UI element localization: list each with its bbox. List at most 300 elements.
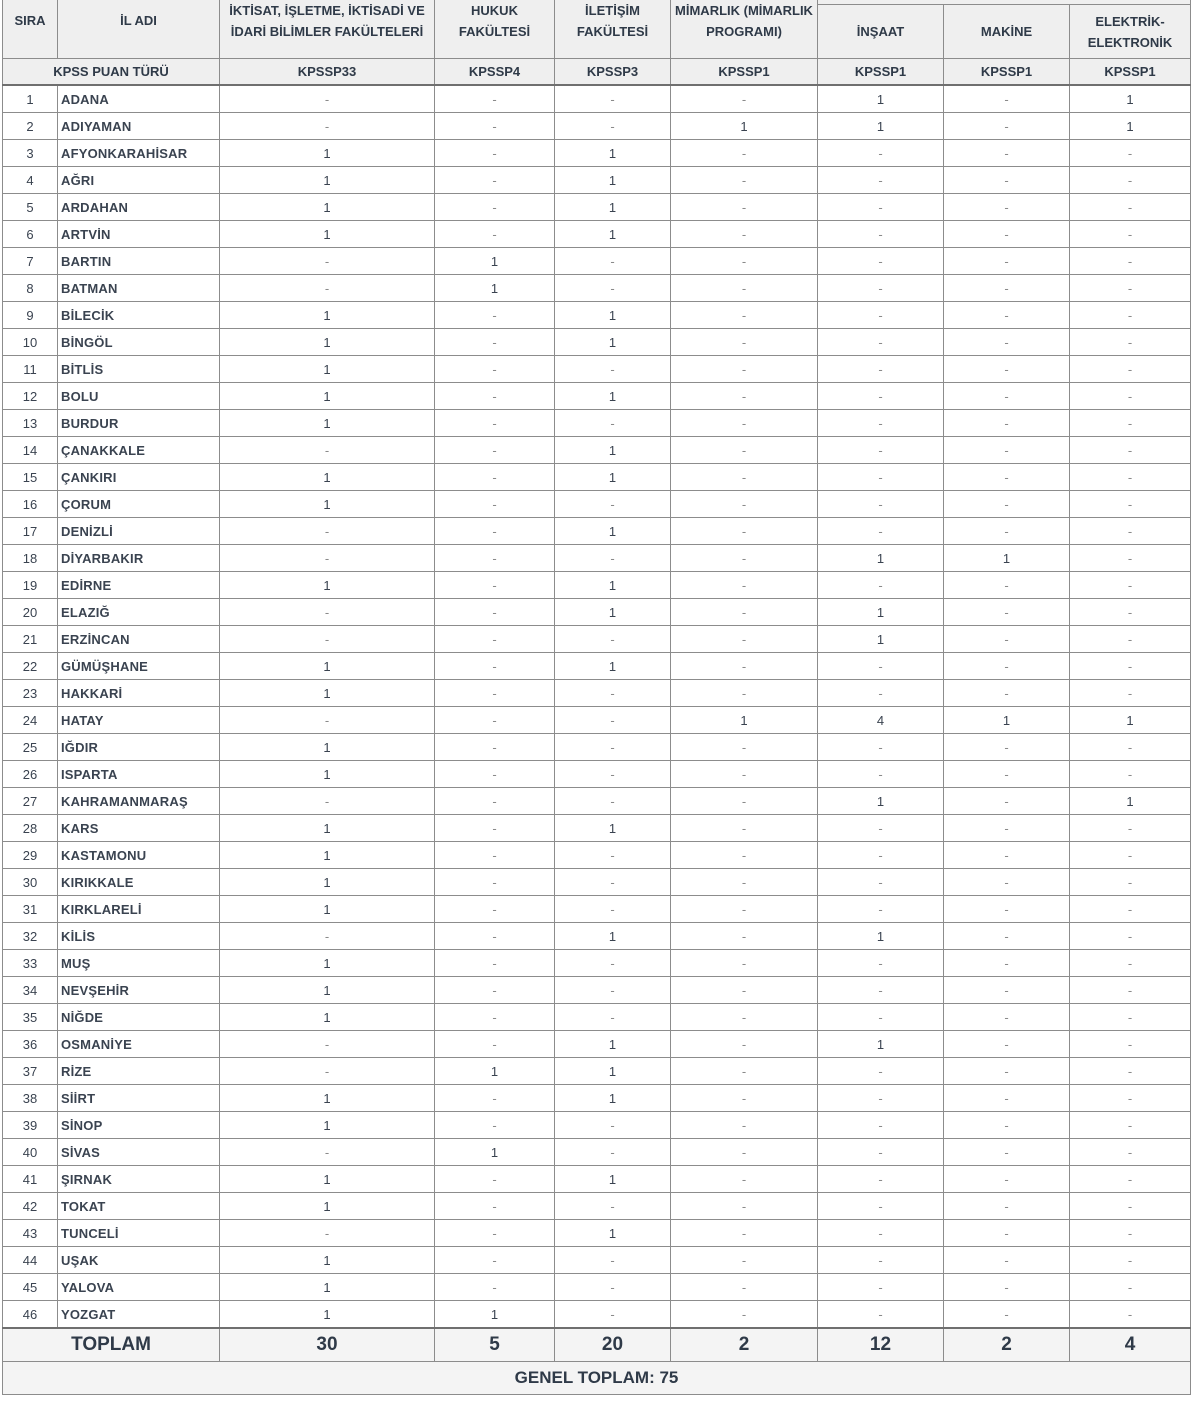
cell-hukuk: -: [435, 1166, 555, 1193]
cell-hukuk: -: [435, 194, 555, 221]
cell-iktisat: 1: [220, 329, 435, 356]
puan-turu-makine: KPSSP1: [944, 59, 1070, 86]
cell-sira: 4: [3, 167, 58, 194]
cell-il-adi: ÇANAKKALE: [58, 437, 220, 464]
cell-hukuk: -: [435, 653, 555, 680]
cell-sira: 16: [3, 491, 58, 518]
cell-il-adi: DİYARBAKIR: [58, 545, 220, 572]
header-hukuk: HUKUK FAKÜLTESİ: [435, 0, 555, 59]
cell-elektrik: 1: [1070, 788, 1191, 815]
cell-hukuk: -: [435, 896, 555, 923]
cell-elektrik: -: [1070, 1301, 1191, 1329]
cell-il-adi: BOLU: [58, 383, 220, 410]
cell-sira: 24: [3, 707, 58, 734]
cell-sira: 45: [3, 1274, 58, 1301]
cell-hukuk: 1: [435, 1139, 555, 1166]
cell-elektrik: -: [1070, 302, 1191, 329]
table-row: [3, 1301, 1191, 1329]
puan-turu-hukuk: KPSSP4: [435, 59, 555, 86]
total-mimarlik: 2: [671, 1328, 818, 1362]
cell-mimarlik: -: [671, 518, 818, 545]
cell-sira: 39: [3, 1112, 58, 1139]
table-header: [3, 0, 1191, 85]
cell-makine: -: [944, 680, 1070, 707]
puan-turu-row: [3, 59, 1191, 86]
cell-sira: 37: [3, 1058, 58, 1085]
cell-sira: 34: [3, 977, 58, 1004]
cell-insaat: -: [818, 194, 944, 221]
cell-elektrik: -: [1070, 437, 1191, 464]
table-row: [3, 140, 1191, 167]
cell-mimarlik: -: [671, 167, 818, 194]
table-body: [3, 85, 1191, 1328]
cell-insaat: 4: [818, 707, 944, 734]
puan-turu-label: KPSS PUAN TÜRÜ: [3, 59, 220, 86]
total-makine: 2: [944, 1328, 1070, 1362]
table-row: [3, 248, 1191, 275]
cell-makine: -: [944, 815, 1070, 842]
cell-elektrik: -: [1070, 248, 1191, 275]
cell-mimarlik: -: [671, 1058, 818, 1085]
cell-iktisat: 1: [220, 680, 435, 707]
cell-iletisim: -: [555, 896, 671, 923]
cell-sira: 27: [3, 788, 58, 815]
cell-iktisat: 1: [220, 977, 435, 1004]
cell-insaat: 1: [818, 788, 944, 815]
cell-makine: -: [944, 140, 1070, 167]
cell-il-adi: ISPARTA: [58, 761, 220, 788]
cell-elektrik: -: [1070, 1220, 1191, 1247]
cell-insaat: -: [818, 1085, 944, 1112]
cell-iletisim: -: [555, 842, 671, 869]
table-row: [3, 275, 1191, 302]
cell-hukuk: -: [435, 1031, 555, 1058]
cell-elektrik: 1: [1070, 85, 1191, 113]
cell-makine: -: [944, 1274, 1070, 1301]
cell-sira: 36: [3, 1031, 58, 1058]
cell-makine: -: [944, 653, 1070, 680]
cell-elektrik: -: [1070, 599, 1191, 626]
cell-insaat: -: [818, 572, 944, 599]
cell-hukuk: -: [435, 923, 555, 950]
cell-iktisat: 1: [220, 302, 435, 329]
cell-il-adi: ADIYAMAN: [58, 113, 220, 140]
cell-iktisat: -: [220, 1139, 435, 1166]
cell-il-adi: UŞAK: [58, 1247, 220, 1274]
cell-makine: -: [944, 734, 1070, 761]
cell-il-adi: KIRIKKALE: [58, 869, 220, 896]
cell-insaat: -: [818, 491, 944, 518]
cell-iletisim: -: [555, 1004, 671, 1031]
cell-hukuk: -: [435, 788, 555, 815]
cell-iktisat: 1: [220, 464, 435, 491]
cell-il-adi: ÇORUM: [58, 491, 220, 518]
cell-hukuk: -: [435, 302, 555, 329]
table-row: [3, 572, 1191, 599]
cell-iletisim: 1: [555, 464, 671, 491]
kadro-dagilim-table: [2, 0, 1191, 1395]
cell-insaat: -: [818, 1274, 944, 1301]
cell-insaat: -: [818, 977, 944, 1004]
cell-elektrik: -: [1070, 1112, 1191, 1139]
cell-sira: 20: [3, 599, 58, 626]
cell-sira: 38: [3, 1085, 58, 1112]
cell-elektrik: -: [1070, 1058, 1191, 1085]
cell-makine: -: [944, 194, 1070, 221]
cell-elektrik: -: [1070, 545, 1191, 572]
cell-iktisat: 1: [220, 221, 435, 248]
cell-hukuk: -: [435, 437, 555, 464]
cell-makine: -: [944, 329, 1070, 356]
table-row: [3, 1139, 1191, 1166]
cell-insaat: -: [818, 815, 944, 842]
cell-insaat: -: [818, 221, 944, 248]
puan-turu-mimarlik: KPSSP1: [671, 59, 818, 86]
cell-mimarlik: -: [671, 1220, 818, 1247]
cell-elektrik: -: [1070, 734, 1191, 761]
cell-mimarlik: -: [671, 977, 818, 1004]
cell-mimarlik: -: [671, 1247, 818, 1274]
cell-makine: -: [944, 1085, 1070, 1112]
cell-sira: 10: [3, 329, 58, 356]
cell-iktisat: 1: [220, 356, 435, 383]
cell-insaat: -: [818, 1247, 944, 1274]
cell-il-adi: ÇANKIRI: [58, 464, 220, 491]
cell-hukuk: -: [435, 815, 555, 842]
cell-sira: 14: [3, 437, 58, 464]
cell-hukuk: -: [435, 1220, 555, 1247]
cell-il-adi: BATMAN: [58, 275, 220, 302]
header-iletisim: İLETİŞİM FAKÜLTESİ: [555, 0, 671, 59]
cell-insaat: -: [818, 356, 944, 383]
cell-hukuk: -: [435, 1274, 555, 1301]
cell-iktisat: 1: [220, 1112, 435, 1139]
cell-insaat: -: [818, 950, 944, 977]
cell-sira: 35: [3, 1004, 58, 1031]
table-row: [3, 923, 1191, 950]
cell-insaat: -: [818, 275, 944, 302]
header-sira: SIRA: [3, 0, 58, 59]
cell-iktisat: -: [220, 248, 435, 275]
cell-makine: -: [944, 491, 1070, 518]
cell-makine: -: [944, 248, 1070, 275]
cell-hukuk: -: [435, 167, 555, 194]
cell-sira: 22: [3, 653, 58, 680]
cell-mimarlik: -: [671, 842, 818, 869]
cell-iletisim: 1: [555, 1031, 671, 1058]
cell-mimarlik: -: [671, 653, 818, 680]
cell-elektrik: -: [1070, 1085, 1191, 1112]
cell-il-adi: RİZE: [58, 1058, 220, 1085]
cell-iletisim: -: [555, 950, 671, 977]
cell-mimarlik: -: [671, 491, 818, 518]
table-row: [3, 1193, 1191, 1220]
cell-elektrik: -: [1070, 194, 1191, 221]
cell-mimarlik: -: [671, 1085, 818, 1112]
cell-insaat: -: [818, 1004, 944, 1031]
cell-mimarlik: -: [671, 383, 818, 410]
cell-iktisat: 1: [220, 653, 435, 680]
cell-makine: -: [944, 464, 1070, 491]
cell-insaat: -: [818, 842, 944, 869]
table-row: [3, 1112, 1191, 1139]
cell-sira: 32: [3, 923, 58, 950]
cell-mimarlik: -: [671, 761, 818, 788]
cell-sira: 15: [3, 464, 58, 491]
cell-mimarlik: -: [671, 1166, 818, 1193]
cell-sira: 30: [3, 869, 58, 896]
table-row: [3, 545, 1191, 572]
cell-iletisim: 1: [555, 194, 671, 221]
cell-iletisim: 1: [555, 140, 671, 167]
cell-il-adi: BİNGÖL: [58, 329, 220, 356]
cell-sira: 31: [3, 896, 58, 923]
header-insaat: İNŞAAT: [818, 5, 944, 59]
cell-mimarlik: -: [671, 1301, 818, 1329]
cell-il-adi: HAKKARİ: [58, 680, 220, 707]
cell-iktisat: -: [220, 275, 435, 302]
cell-hukuk: -: [435, 734, 555, 761]
cell-il-adi: EDİRNE: [58, 572, 220, 599]
cell-il-adi: BURDUR: [58, 410, 220, 437]
cell-insaat: -: [818, 383, 944, 410]
cell-iletisim: -: [555, 788, 671, 815]
cell-mimarlik: -: [671, 923, 818, 950]
cell-iktisat: 1: [220, 1247, 435, 1274]
cell-elektrik: -: [1070, 653, 1191, 680]
cell-iletisim: 1: [555, 815, 671, 842]
cell-iktisat: 1: [220, 815, 435, 842]
cell-sira: 26: [3, 761, 58, 788]
cell-iletisim: -: [555, 977, 671, 1004]
cell-makine: -: [944, 1058, 1070, 1085]
cell-hukuk: -: [435, 410, 555, 437]
cell-iktisat: 1: [220, 491, 435, 518]
cell-il-adi: KİLİS: [58, 923, 220, 950]
cell-il-adi: KIRKLARELİ: [58, 896, 220, 923]
cell-iktisat: 1: [220, 572, 435, 599]
cell-makine: 1: [944, 545, 1070, 572]
cell-il-adi: ELAZIĞ: [58, 599, 220, 626]
cell-iktisat: -: [220, 923, 435, 950]
table-footer: [3, 1328, 1191, 1395]
cell-iktisat: 1: [220, 1085, 435, 1112]
cell-iktisat: 1: [220, 1166, 435, 1193]
cell-mimarlik: -: [671, 788, 818, 815]
cell-makine: -: [944, 1193, 1070, 1220]
cell-hukuk: -: [435, 680, 555, 707]
cell-iletisim: 1: [555, 302, 671, 329]
puan-turu-insaat: KPSSP1: [818, 59, 944, 86]
cell-hukuk: -: [435, 626, 555, 653]
cell-makine: -: [944, 85, 1070, 113]
cell-il-adi: KASTAMONU: [58, 842, 220, 869]
header-mimarlik: MİMARLIK (MİMARLIK PROGRAMI): [671, 0, 818, 59]
cell-elektrik: -: [1070, 221, 1191, 248]
cell-mimarlik: -: [671, 248, 818, 275]
cell-iletisim: -: [555, 1301, 671, 1329]
totals-label: TOPLAM: [3, 1328, 220, 1362]
cell-il-adi: BİTLİS: [58, 356, 220, 383]
header-elektrik: ELEKTRİK-ELEKTRONİK: [1070, 5, 1191, 59]
cell-iletisim: 1: [555, 383, 671, 410]
cell-makine: -: [944, 599, 1070, 626]
cell-iktisat: 1: [220, 761, 435, 788]
cell-hukuk: -: [435, 1112, 555, 1139]
cell-elektrik: -: [1070, 1193, 1191, 1220]
cell-iletisim: 1: [555, 1085, 671, 1112]
cell-mimarlik: -: [671, 626, 818, 653]
table-row: [3, 788, 1191, 815]
cell-mimarlik: -: [671, 302, 818, 329]
cell-sira: 6: [3, 221, 58, 248]
cell-hukuk: 1: [435, 248, 555, 275]
cell-hukuk: -: [435, 113, 555, 140]
table-row: [3, 356, 1191, 383]
table-row: [3, 815, 1191, 842]
cell-makine: 1: [944, 707, 1070, 734]
cell-hukuk: -: [435, 140, 555, 167]
cell-hukuk: -: [435, 761, 555, 788]
table-row: [3, 761, 1191, 788]
cell-insaat: -: [818, 140, 944, 167]
cell-iktisat: -: [220, 707, 435, 734]
cell-elektrik: -: [1070, 950, 1191, 977]
cell-hukuk: -: [435, 221, 555, 248]
cell-il-adi: GÜMÜŞHANE: [58, 653, 220, 680]
cell-hukuk: -: [435, 85, 555, 113]
cell-hukuk: -: [435, 1193, 555, 1220]
cell-il-adi: HATAY: [58, 707, 220, 734]
cell-insaat: -: [818, 1166, 944, 1193]
cell-makine: -: [944, 1031, 1070, 1058]
cell-sira: 17: [3, 518, 58, 545]
cell-iktisat: -: [220, 626, 435, 653]
table-row: [3, 1085, 1191, 1112]
table-row: [3, 1247, 1191, 1274]
cell-insaat: -: [818, 410, 944, 437]
total-iktisat: 30: [220, 1328, 435, 1362]
cell-mimarlik: -: [671, 221, 818, 248]
cell-mimarlik: -: [671, 950, 818, 977]
table-row: [3, 194, 1191, 221]
table-row: [3, 1166, 1191, 1193]
cell-elektrik: -: [1070, 275, 1191, 302]
cell-insaat: -: [818, 1058, 944, 1085]
cell-iktisat: -: [220, 788, 435, 815]
cell-iktisat: 1: [220, 1004, 435, 1031]
cell-makine: -: [944, 1004, 1070, 1031]
cell-iletisim: -: [555, 1193, 671, 1220]
cell-hukuk: -: [435, 1004, 555, 1031]
cell-iletisim: 1: [555, 437, 671, 464]
cell-sira: 46: [3, 1301, 58, 1329]
table-row: [3, 977, 1191, 1004]
cell-makine: -: [944, 1112, 1070, 1139]
cell-makine: -: [944, 788, 1070, 815]
cell-insaat: -: [818, 464, 944, 491]
table-row: [3, 329, 1191, 356]
cell-mimarlik: -: [671, 545, 818, 572]
puan-turu-iktisat: KPSSP33: [220, 59, 435, 86]
cell-mimarlik: -: [671, 356, 818, 383]
cell-iktisat: 1: [220, 140, 435, 167]
cell-hukuk: -: [435, 491, 555, 518]
table-row: [3, 491, 1191, 518]
cell-makine: -: [944, 761, 1070, 788]
cell-insaat: 1: [818, 923, 944, 950]
cell-mimarlik: 1: [671, 707, 818, 734]
cell-elektrik: -: [1070, 167, 1191, 194]
cell-insaat: -: [818, 302, 944, 329]
cell-mimarlik: -: [671, 464, 818, 491]
cell-iktisat: -: [220, 545, 435, 572]
table-row: [3, 167, 1191, 194]
cell-mimarlik: -: [671, 1193, 818, 1220]
cell-il-adi: SİİRT: [58, 1085, 220, 1112]
cell-iletisim: -: [555, 734, 671, 761]
cell-sira: 19: [3, 572, 58, 599]
cell-iletisim: -: [555, 869, 671, 896]
puan-turu-elektrik: KPSSP1: [1070, 59, 1191, 86]
cell-il-adi: ERZİNCAN: [58, 626, 220, 653]
cell-hukuk: -: [435, 545, 555, 572]
cell-iletisim: -: [555, 1139, 671, 1166]
cell-mimarlik: -: [671, 410, 818, 437]
cell-il-adi: ARTVİN: [58, 221, 220, 248]
cell-insaat: -: [818, 1112, 944, 1139]
cell-il-adi: AĞRI: [58, 167, 220, 194]
total-hukuk: 5: [435, 1328, 555, 1362]
cell-elektrik: -: [1070, 923, 1191, 950]
cell-iktisat: 1: [220, 383, 435, 410]
cell-iktisat: 1: [220, 734, 435, 761]
cell-iletisim: -: [555, 275, 671, 302]
cell-iktisat: -: [220, 437, 435, 464]
table-row: [3, 464, 1191, 491]
cell-makine: -: [944, 626, 1070, 653]
cell-makine: -: [944, 437, 1070, 464]
cell-sira: 3: [3, 140, 58, 167]
cell-iletisim: 1: [555, 221, 671, 248]
cell-makine: -: [944, 302, 1070, 329]
cell-makine: -: [944, 410, 1070, 437]
table-row: [3, 1031, 1191, 1058]
cell-makine: -: [944, 1166, 1070, 1193]
cell-mimarlik: -: [671, 1004, 818, 1031]
cell-makine: -: [944, 383, 1070, 410]
cell-mimarlik: -: [671, 572, 818, 599]
cell-iletisim: -: [555, 1274, 671, 1301]
cell-elektrik: -: [1070, 1274, 1191, 1301]
grand-total-row: [3, 1362, 1191, 1395]
table-row: [3, 85, 1191, 113]
cell-mimarlik: -: [671, 1274, 818, 1301]
cell-iktisat: 1: [220, 194, 435, 221]
cell-mimarlik: -: [671, 896, 818, 923]
table-row: [3, 1004, 1191, 1031]
cell-sira: 43: [3, 1220, 58, 1247]
cell-elektrik: -: [1070, 1031, 1191, 1058]
cell-makine: -: [944, 1247, 1070, 1274]
cell-il-adi: MUŞ: [58, 950, 220, 977]
cell-sira: 33: [3, 950, 58, 977]
table-row: [3, 221, 1191, 248]
cell-mimarlik: -: [671, 815, 818, 842]
cell-sira: 23: [3, 680, 58, 707]
cell-hukuk: -: [435, 329, 555, 356]
table-row: [3, 707, 1191, 734]
